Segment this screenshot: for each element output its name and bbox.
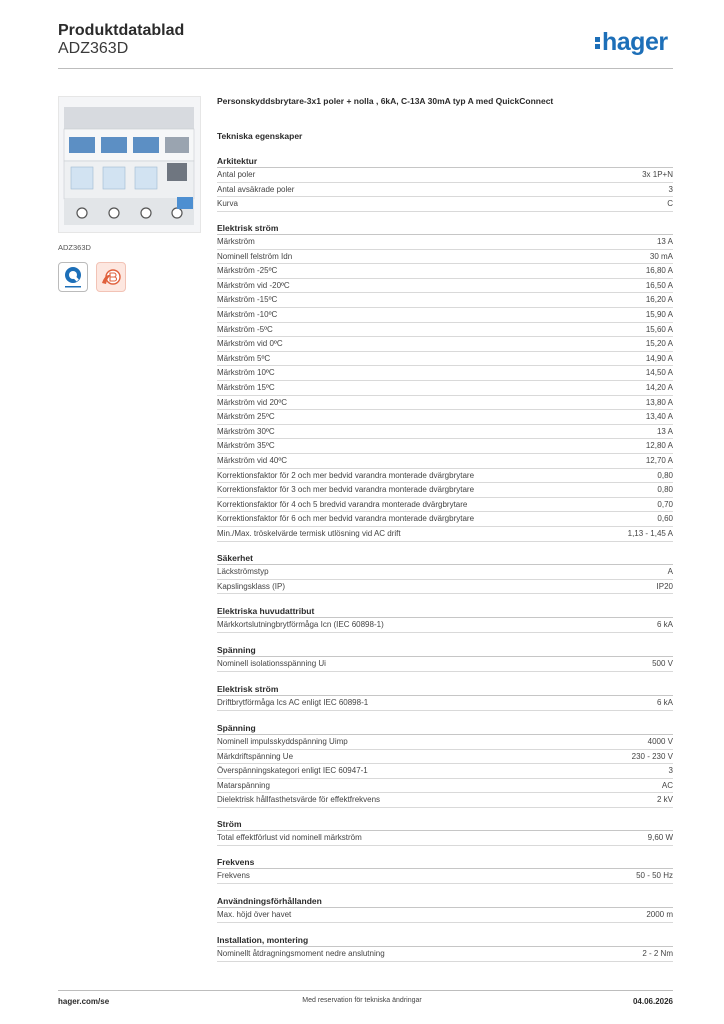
- section-title: Spänning: [217, 723, 256, 733]
- spec-label: Märkström vid 40ºC: [217, 456, 288, 465]
- section-title: Säkerhet: [217, 553, 253, 563]
- spec-value: 2 - 2 Nm: [642, 949, 673, 958]
- spec-value: 13,40 A: [645, 412, 673, 422]
- spec-row: [217, 352, 673, 367]
- spec-value: 14,50 A: [645, 368, 673, 378]
- spec-label: Märkström 5ºC: [217, 353, 271, 363]
- rcbo-device-illustration: [59, 97, 200, 232]
- spec-row: [217, 469, 673, 484]
- spec-row: [217, 527, 673, 542]
- footer-date: 04.06.2026: [632, 997, 673, 1006]
- spec-label: Märkström 25ºC: [217, 412, 275, 422]
- spec-row: [217, 337, 673, 352]
- spec-label: Märkström -5ºC: [217, 324, 273, 334]
- spec-row: [217, 580, 673, 595]
- environment-badge: [96, 262, 126, 292]
- spec-row: [217, 779, 673, 794]
- spec-row: [217, 197, 673, 212]
- spec-value: 30 mA: [649, 251, 673, 261]
- spec-value: 0,80: [657, 470, 673, 480]
- spec-value: 3: [668, 184, 673, 194]
- spec-row: [217, 323, 673, 338]
- spec-label: Antal avsäkrade poler: [217, 184, 295, 194]
- spec-value: 12,80 A: [645, 441, 673, 451]
- spec-label: Märkström vid 20ºC: [217, 397, 288, 407]
- spec-label: Nominell felström Idn: [217, 251, 293, 261]
- spec-label: Märkkortslutningbrytförmåga Icn (IEC 60898-1): [217, 620, 384, 629]
- spec-label: Överspänningskategori enligt IEC 60947-1: [217, 766, 368, 776]
- spec-value: IP20: [656, 581, 673, 591]
- spec-row: [217, 657, 673, 672]
- quickconnect-badge: [58, 262, 88, 292]
- page-title: Produktdatablad: [58, 22, 185, 39]
- spec-label: Nominell isolationsspänning Ui: [217, 659, 326, 668]
- spec-row: [217, 410, 673, 425]
- spec-value: 15,60 A: [645, 324, 673, 334]
- spec-label: Läckströmstyp: [217, 567, 269, 576]
- eco-leaf-icon: [97, 263, 125, 291]
- product-code: ADZ363D: [58, 40, 129, 57]
- hager-logo: [595, 28, 668, 57]
- spec-value: 3x 1P+N: [642, 170, 673, 179]
- spec-label: Matarspänning: [217, 780, 270, 790]
- spec-row: [217, 947, 673, 962]
- spec-label: Märkdriftspänning Ue: [217, 751, 294, 761]
- spec-label: Märkström: [217, 237, 255, 246]
- footer-divider: [58, 990, 673, 991]
- spec-row: [217, 366, 673, 381]
- spec-value: 2 kV: [656, 795, 673, 805]
- spec-row: [217, 439, 673, 454]
- spec-row: [217, 618, 673, 633]
- spec-value: 12,70 A: [645, 456, 673, 465]
- spec-value: 15,90 A: [645, 310, 673, 319]
- spec-label: Märkström -25ºC: [217, 266, 278, 276]
- tech-heading: Tekniska egenskaper: [217, 131, 303, 141]
- spec-row: [217, 512, 673, 527]
- spec-value: 50 - 50 Hz: [636, 871, 673, 880]
- spec-row: [217, 168, 673, 183]
- spec-value: 500 V: [652, 659, 673, 668]
- spec-row: [217, 381, 673, 396]
- spec-label: Märkström 30ºC: [217, 426, 275, 436]
- spec-row: [217, 183, 673, 198]
- spec-value: AC: [661, 780, 673, 790]
- spec-label: Driftbrytförmåga Ics AC enligt IEC 60898-1: [217, 698, 369, 707]
- spec-row: [217, 696, 673, 711]
- section-title: Användningsförhållanden: [217, 896, 322, 906]
- spec-label: Max. höjd över havet: [217, 910, 292, 919]
- spec-value: 13 A: [656, 426, 673, 436]
- footer-website: hager.com/se: [58, 997, 110, 1006]
- spec-label: Korrektionsfaktor för 6 och mer bedvid varandra monterade dvärgbrytare: [217, 514, 475, 524]
- spec-row: [217, 264, 673, 279]
- spec-value: 14,90 A: [645, 353, 673, 363]
- spec-label: Märkström 15ºC: [217, 383, 275, 392]
- logo-text: hager: [602, 28, 668, 56]
- spec-row: [217, 308, 673, 323]
- spec-label: Korrektionsfaktor för 4 och 5 bredvid varandra monterade dvärgbrytare: [217, 499, 468, 509]
- section-title: Frekvens: [217, 857, 255, 867]
- spec-value: 0,70: [657, 499, 673, 509]
- spec-row: [217, 498, 673, 513]
- spec-label: Total effektförlust vid nominell märkström: [217, 833, 362, 842]
- product-image: [58, 96, 201, 233]
- spec-label: Korrektionsfaktor för 2 och mer bedvid varandra monterade dvärgbrytare: [217, 470, 475, 480]
- section-title: Installation, montering: [217, 935, 309, 945]
- spec-label: Dielektrisk hållfasthetsvärde för effektfrekvens: [217, 795, 381, 805]
- spec-row: [217, 793, 673, 808]
- spec-value: 14,20 A: [645, 383, 673, 392]
- section-title: Ström: [217, 819, 242, 829]
- quickconnect-icon: [59, 263, 87, 291]
- spec-label: Frekvens: [217, 871, 250, 880]
- spec-label: Korrektionsfaktor för 3 och mer bedvid varandra monterade dvärgbrytare: [217, 485, 475, 495]
- spec-row: [217, 425, 673, 440]
- spec-row: [217, 396, 673, 411]
- spec-label: Märkström vid 0ºC: [217, 339, 283, 349]
- spec-value: C: [667, 199, 673, 209]
- spec-row: [217, 869, 673, 884]
- spec-value: 16,50 A: [645, 280, 673, 290]
- section-title: Arkitektur: [217, 156, 258, 166]
- spec-label: Kurva: [217, 199, 238, 209]
- spec-label: Nominell impulsskyddspänning Uimp: [217, 737, 348, 746]
- spec-value: 3: [668, 766, 673, 776]
- spec-label: Märkström vid -20ºC: [217, 280, 290, 290]
- spec-row: [217, 764, 673, 779]
- spec-value: 0,80: [657, 485, 673, 495]
- footer-disclaimer: Med reservation för tekniska ändringar: [302, 997, 422, 1004]
- spec-row: [217, 565, 673, 580]
- section-title: Spänning: [217, 645, 256, 655]
- spec-label: Märkström 35ºC: [217, 441, 275, 451]
- section-title: Elektriska huvudattribut: [217, 606, 315, 616]
- spec-row: [217, 831, 673, 846]
- spec-value: 2000 m: [646, 910, 673, 919]
- spec-row: [217, 735, 673, 750]
- spec-label: Märkström -10ºC: [217, 310, 278, 319]
- spec-value: 9,60 W: [647, 833, 673, 842]
- spec-value: 0,60: [657, 514, 673, 524]
- spec-label: Min./Max. tröskelvärde termisk utlösning vid AC drift: [217, 529, 401, 538]
- spec-row: [217, 250, 673, 265]
- spec-label: Antal poler: [217, 170, 256, 179]
- image-caption: ADZ363D: [58, 243, 91, 252]
- spec-value: 15,20 A: [645, 339, 673, 349]
- spec-value: 6 kA: [656, 698, 673, 707]
- spec-label: Märkström -15ºC: [217, 295, 278, 305]
- header-divider: [58, 68, 673, 69]
- spec-value: 230 - 230 V: [631, 751, 673, 761]
- spec-label: Nominellt åtdragningsmoment nedre anslutning: [217, 949, 385, 958]
- spec-value: 4000 V: [647, 737, 673, 746]
- spec-value: 13 A: [656, 237, 673, 246]
- spec-value: 16,80 A: [645, 266, 673, 276]
- spec-row: [217, 293, 673, 308]
- spec-value: A: [667, 567, 673, 576]
- spec-value: 6 kA: [656, 620, 673, 629]
- spec-row: [217, 750, 673, 765]
- spec-row: [217, 235, 673, 250]
- spec-row: [217, 279, 673, 294]
- section-title: Elektrisk ström: [217, 223, 279, 233]
- product-description: Personskyddsbrytare-3x1 poler + nolla , 6kA, C-13A 30mA typ A med QuickConnect: [217, 96, 554, 106]
- spec-value: 16,20 A: [645, 295, 673, 305]
- spec-row: [217, 908, 673, 923]
- spec-row: [217, 454, 673, 469]
- spec-value: 13,80 A: [645, 397, 673, 407]
- section-title: Elektrisk ström: [217, 684, 279, 694]
- spec-row: [217, 483, 673, 498]
- logo-dots: [595, 35, 600, 51]
- spec-value: 1,13 - 1,45 A: [627, 529, 673, 538]
- spec-label: Märkström 10ºC: [217, 368, 275, 378]
- spec-label: Kapslingsklass (IP): [217, 581, 286, 591]
